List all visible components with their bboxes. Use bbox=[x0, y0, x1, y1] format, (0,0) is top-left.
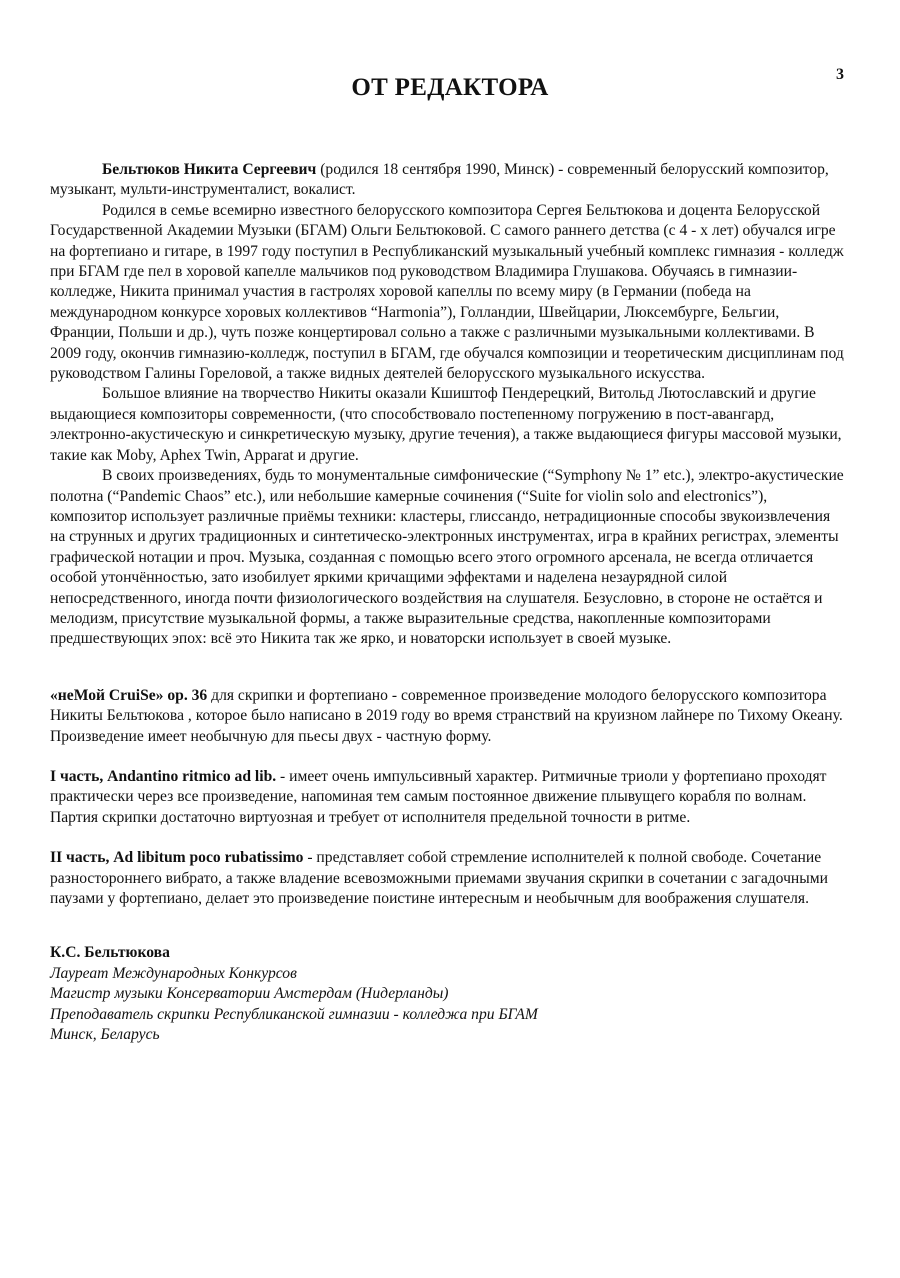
page-title: ОТ РЕДАКТОРА bbox=[351, 74, 549, 101]
work-intro-paragraph bbox=[50, 686, 846, 727]
bio-intro-text: (родился 18 сентября 1990, Минск) - современный белорусский композитор, музыкант, мульти-инструменталист, вокалист. bbox=[50, 161, 829, 199]
signature-role-1: Лауреат Международных Конкурсов bbox=[50, 964, 297, 982]
composer-name: Бельтюков Никита Сергеевич bbox=[102, 161, 317, 178]
signature-location: Минск, Беларусь bbox=[50, 1026, 160, 1044]
signature-role-3: Преподаватель скрипки Республиканской гимназии - колледжа при БГАМ bbox=[50, 1005, 538, 1023]
signature-block bbox=[50, 943, 846, 1045]
part-1-title: I часть, Andantino ritmico ad lib. bbox=[50, 767, 277, 785]
bio-paragraph-2: Родился в семье всемирно известного белорусского композитора Сергея Бельтюкова и доцента Белорусской Государственной Академии Музыки (БГАМ) Ольги Бельтюковой. С самого раннего детства (с 4 - х лет) обучался игре на фортепиано и гитаре, в 1997 году поступил в Республиканский музыкальный учебный комплекс гимназия - колледж при БГАМ где пел в хоровой капелле мальчиков под руководством Владимира Глушакова. Обучаясь в гимназии-колледже, Никита принимал участия в гастролях хоровой капеллы по всему миру (в Германии (победа на международном конкурсе хоровых коллективов “Harmonia”), Голландии, Швейцарии, Люксембурге, Бельгии, Франции, Польши и др.), чуть позже концертировал сольно а также с различными музыкальными коллективами. В 2009 году, окончив гимназию-колледж, поступил в БГАМ, где обучался композиции и теоретическим дисциплинам под руководством Галины Гореловой, а также видных деятелей белорусского музыкального искусства. bbox=[50, 201, 844, 383]
document-body bbox=[50, 160, 846, 1045]
signature-name: К.С. Бельтюкова bbox=[50, 944, 170, 962]
part-1-paragraph bbox=[50, 767, 846, 828]
part-2-text: - представляет собой стремление исполнителей к полной свободе. Сочетание разностороннего вибрато, а также владение всевозможными приемами звучания скрипки в сочетании с загадочными паузами у фортепиано, делает это произведение поистине интересным и необычным для воображения слушателя. bbox=[50, 849, 828, 907]
page-number: 3 bbox=[836, 66, 844, 83]
part-1-text: - имеет очень импульсивный характер. Ритмичные триоли у фортепиано проходят практически через все произведение, напоминая тем самым постоянное движение плывущего корабля по волнам. Партия скрипки достаточно виртуозная и требует от исполнителя предельной точности в ритме. bbox=[50, 767, 827, 826]
bio-paragraph-1 bbox=[50, 160, 846, 201]
part-2-title: II часть, Ad libitum poco rubatissimo bbox=[50, 849, 304, 867]
bio-paragraph-3: Большое влияние на творчество Никиты оказали Кшиштоф Пендерецкий, Витольд Лютославский и другие выдающиеся композиторы современности, (что способствовало постепенному погружению в пост-авангард, электронно-акустическую и синкретическую музыку, другие течения), а также выдающиеся фигуры массовой музыки, такие как Moby, Aphex Twin, Apparat и другие. bbox=[50, 385, 842, 464]
work-intro-text: для скрипки и фортепиано - современное произведение молодого белорусского композитора Никиты Бельтюкова , которое было написано в 2019 году во время странствий на круизном лайнере по Тихому Океану. bbox=[50, 686, 843, 725]
part-2-paragraph bbox=[50, 848, 846, 909]
signature-role-2: Магистр музыки Консерватории Амстердам (Нидерланды) bbox=[50, 985, 449, 1003]
bio-paragraph-4: В своих произведениях, будь то монументальные симфонические (“Symphony № 1” etc.), электро-акустические полотна (“Pandemic Chaos” etc.), или небольшие камерные сочинения (“Suite for violin solo and electronics”), композитор использует различные приёмы техники: кластеры, глиссандо, нетрадиционные способы звукоизвлечения на струнных и других традиционных и синтетическо-электронных инструментах, игра в крайних регистрах, элементы графической нотации и проч. Музыка, созданная с помощью всего этого огромного арсенала, не всегда отличается особой утончённостью, зато изобилует яркими кричащими эффектами и наделена незаурядной силой непосредственного, иногда почти физиологического воздействия на слушателя. Безусловно, в стороне не остаётся и мелодизм, присутствие музыкальной формы, а также выразительные средства, накопленные композиторами предшествующих эпох: всё это Никита так же ярко, и новаторски использует в своей музыке. bbox=[50, 467, 844, 648]
work-title: «неМой CruiSe» ор. 36 bbox=[50, 686, 208, 704]
work-form-paragraph: Произведение имеет необычную для пьесы двух - частную форму. bbox=[50, 727, 492, 745]
